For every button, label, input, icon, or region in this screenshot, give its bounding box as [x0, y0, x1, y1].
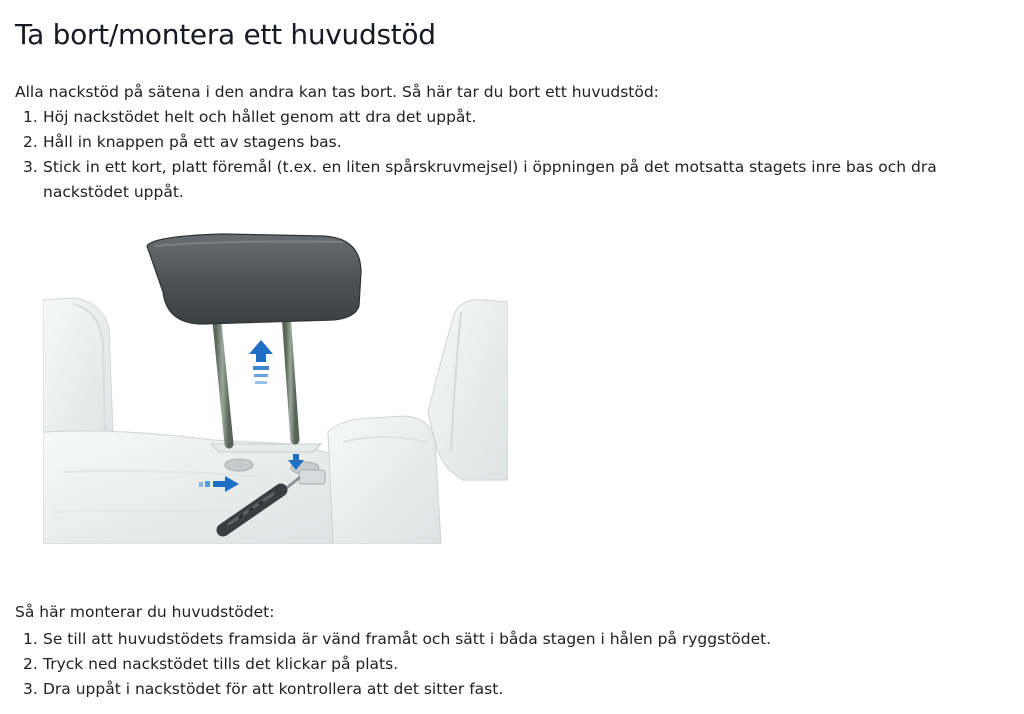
- step-number: 1.: [23, 108, 38, 126]
- removal-steps-list: [15, 105, 1015, 205]
- step-text: Tryck ned nackstödet tills det klickar på plats.: [43, 655, 399, 673]
- list-item: [15, 652, 1015, 677]
- installation-steps-list: [15, 627, 1015, 702]
- headrest-illustration: [43, 232, 508, 544]
- step-text: Höj nackstödet helt och hållet genom att dra det uppåt.: [43, 108, 477, 126]
- installation-intro: Så här monterar du huvudstödet:: [15, 603, 275, 621]
- list-item: [15, 105, 1015, 130]
- step-number: 3.: [23, 158, 38, 176]
- headrest-illustration-svg: [43, 232, 508, 544]
- list-item: [15, 130, 1015, 155]
- step-text: Stick in ett kort, platt föremål (t.ex. en liten spårskruvmejsel) i öppningen på det motsatta stagets inre bas och dra nackstödet uppåt.: [43, 158, 937, 201]
- removal-intro: Alla nackstöd på sätena i den andra kan tas bort. Så här tar du bort ett huvudstöd:: [15, 83, 659, 101]
- list-item: [15, 627, 1015, 652]
- step-text: Håll in knappen på ett av stagens bas.: [43, 133, 342, 151]
- step-number: 1.: [23, 630, 38, 648]
- step-number: 2.: [23, 655, 38, 673]
- step-number: 2.: [23, 133, 38, 151]
- list-item: [15, 155, 1015, 205]
- step-text: Dra uppåt i nackstödet för att kontrollera att det sitter fast.: [43, 680, 504, 698]
- page-title: Ta bort/montera ett huvudstöd: [15, 18, 436, 51]
- headrest: [147, 234, 361, 324]
- step-number: 3.: [23, 680, 38, 698]
- list-item: [15, 677, 1015, 702]
- step-text: Se till att huvudstödets framsida är vänd framåt och sätt i båda stagen i hålen på ryggstödet.: [43, 630, 772, 648]
